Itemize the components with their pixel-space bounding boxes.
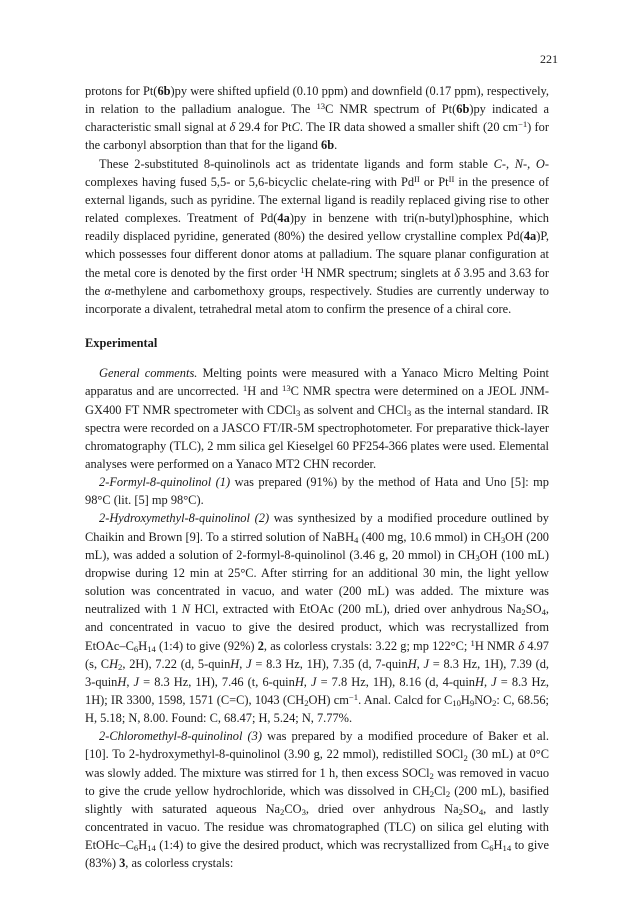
paragraph-compound-2: 2-Hydroxymethyl-8-quinolinol (2) was synthesized by a modified procedure outlined by Chaikin and Brown [9]. To a stirred solution of NaBH$_4$ (400 mg, 10.6 mmol) in $CH_3OH$ (200 mL), was added a solution of 2-formyl-8-quinolinol (3.46 g, 20 mmol) in $CH_3OH$ (100 mL) dropwise during 12 min at 25°C. After stirring for an additional 30 min, the light yellow solution was concentrated in vacuo, and water (200 mL) was added. The mixture was neutralized with 1 N HCl, extracted with EtOAc (200 mL), dried over anhydrous $Na_2SO_4$, and concentrated in vacuo to give the desired product, which was recrystallized from EtOAc–$C_6H_{14}$ (1:4) to give (92%) 2, as colorless crystals: 3.22 g; mp 122°C; $^1$H NMR δ 4.97 (s, $CH_2$, 2H), 7.22 (d, 5-quinH, J = 8.3 Hz, 1H), 7.35 (d, 7-quinH, J = 8.3 Hz, 1H), 7.39 (d, 3-quinH, J = 8.3 Hz, 1H), 7.46 (t, 6-quinH, J = 7.8 Hz, 1H), 8.16 (d, 4-quinH, J = 8.3 Hz, 1H); IR 3300, 1598, 1571 (C=C), 1043 $(CH_2OH)$ $cm^{-1}$. Anal. Calcd for $C_{10}H_9NO_2$: C, 68.56; H, 5.18; N, 8.00. Found: C, 68.47; H, 5.24; N, 7.77%. bbox=[85, 511, 550, 726]
text-column bbox=[85, 82, 549, 873]
page-number: 221 bbox=[540, 52, 558, 66]
paragraph-compound-1: 2-Formyl-8-quinolinol (1) was prepared (91%) by the method of Hata and Uno [5]: mp 98°C (lit. [5] mp 98°C). bbox=[85, 475, 550, 508]
paragraph-continuation: protons for Pt(6b)py were shifted upfield (0.10 ppm) and downfield (0.17 ppm), respectively, in relation to the palladium analogue. The $^{13}$C NMR spectrum of Pt(6b)py indicated a characteristic small signal at δ 29.4 for PtC. The IR data showed a smaller shift (20 $cm^{-1}$) for the carbonyl absorption than that for the ligand 6b. bbox=[85, 84, 550, 153]
paragraph-compound-3: 2-Chloromethyl-8-quinolinol (3) was prepared by a modified procedure of Baker et al. [10]. To 2-hydroxymethyl-8-quinolinol (3.90 g, 22 mmol), redistilled SOCl$_2$ (30 mL) at 0°C was slowly added. The mixture was stirred for 1 h, then excess SOCl$_2$ was removed in vacuo to give the crude yellow hydrochloride, which was dissolved in $CH_2Cl_2$ (200 mL), basified slightly with saturated aqueous $Na_2CO_3$, dried over anhydrous $Na_2SO_4$, and lastly concentrated in vacuo. The residue was chromatographed (TLC) on silica gel eluting with EtOHc–$C_6H_{14}$ (1:4) to give the desired product, which was recrystallized from $C_6H_{14}$ to give (83%) 3, as colorless crystals: bbox=[85, 729, 550, 871]
paragraph-ligands: These 2-substituted 8-quinolinols act as tridentate ligands and form stable C-, N-, O-complexes having fused 5,5- or 5,6-bicyclic chelate-ring with $Pd^{II}$ or $Pt^{II}$ in the presence of external ligands, such as pyridine. The external ligand is readily replaced giving rise to other related complexes. Treatment of Pd(4a)py in benzene with tri(n-butyl)phosphine, which readily displaced pyridine, generated (80%) the desired yellow crystalline complex Pd(4a)P, which possesses four different donor atoms at palladium. The square planar configuration at the metal core is denoted by the first order $^1$H NMR spectrum; singlets at δ 3.95 and 3.63 for the α-methylene and carbomethoxy groups, respectively. Studies are currently underway to incorporate a divalent, tetrahedral metal atom to confirm the presence of a chiral core. bbox=[85, 156, 549, 316]
section-heading-experimental: Experimental bbox=[85, 336, 158, 351]
paragraph-general-comments: General comments. Melting points were measured with a Yanaco Micro Melting Point apparatus and are uncorrected. $^1$H and $^{13}$C NMR spectra were determined on a JEOL JNM-GX400 FT NMR spectrometer with CDCl$_3$ as solvent and CHCl$_3$ as the internal standard. IR spectra were recorded on a JASCO FT/IR-5M spectrophotometer. For preparative thick-layer chromatography (TLC), 2 mm silica gel Kieselgel 60 PF254-366 plates were used. Elemental analyses were performed on a Yanaco MT2 CHN recorder. bbox=[85, 366, 549, 471]
